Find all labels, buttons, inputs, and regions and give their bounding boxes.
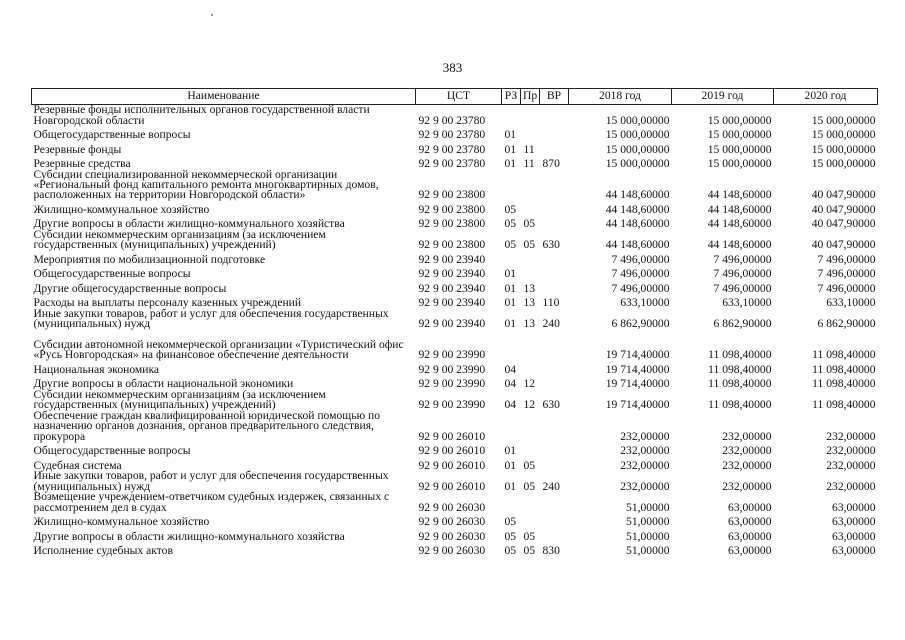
table-row [32, 527, 878, 542]
cell-vr [540, 527, 569, 542]
cell-name: Судебная система [33, 458, 122, 472]
cell-cst: 92 9 00 23800 [418, 238, 486, 252]
cell-cst: 92 9 00 26010 [418, 479, 486, 493]
cell-vr: 630 [542, 398, 560, 412]
cell-name: Общегосударственные вопросы [33, 128, 191, 142]
cell-2020: 7 496,00000 [817, 281, 876, 295]
cell-2020: 63,00000 [832, 515, 876, 529]
cell-2018: 15 000,00000 [605, 157, 670, 171]
cell-rz: 01 [504, 296, 517, 310]
cell-2018: 44 148,60000 [605, 217, 670, 231]
cell-name: Жилищно-коммунальное хозяйство [33, 515, 210, 529]
cell-rz: 04 [504, 398, 517, 412]
cell-rz: 04 [504, 377, 517, 391]
cell-pr: 12 [523, 398, 536, 412]
cell-name: Исполнение судебных актов [33, 544, 173, 558]
cell-2019: 63,00000 [728, 529, 772, 543]
cell-cst: 92 9 00 23940 [418, 296, 486, 310]
cell-2018: 19 714,40000 [605, 398, 670, 412]
cell-vr [540, 411, 569, 442]
cell-name: Общегосударственные вопросы [33, 267, 191, 281]
cell-rz [502, 330, 521, 361]
cell-cst: 92 9 00 23800 [418, 217, 486, 231]
table-row [32, 280, 878, 295]
cell-cst: 92 9 00 23990 [418, 398, 486, 412]
header-2018: 2018 год [569, 89, 672, 105]
cell-cst: 92 9 00 23940 [418, 317, 486, 331]
cell-2020: 633,10000 [826, 296, 876, 310]
cell-name: Иные закупки товаров, работ и услуг для обеспечения государственных (муниципальных) нужд [33, 306, 389, 331]
cell-2018: 232,00000 [620, 479, 670, 493]
cell-name: Субсидии некоммерческим организациям (за исключением государственных (муниципальных) учреждений) [33, 227, 326, 252]
cell-2020: 63,00000 [832, 544, 876, 558]
cell-2019: 11 098,40000 [708, 362, 772, 376]
cell-cst: 92 9 00 23780 [418, 142, 486, 156]
cell-2019: 63,00000 [728, 544, 772, 558]
cell-2018: 44 148,60000 [605, 238, 670, 252]
cell-2020: 63,00000 [832, 529, 876, 543]
cell-rz: 01 [504, 157, 517, 171]
cell-2018: 15 000,00000 [605, 128, 670, 142]
cell-2020: 7 496,00000 [817, 267, 876, 281]
budget-table [31, 88, 878, 556]
cell-2018: 232,00000 [620, 458, 670, 472]
cell-rz: 01 [504, 281, 517, 295]
cell-2020: 11 098,40000 [812, 348, 876, 362]
cell-pr: 05 [523, 458, 536, 472]
cell-pr [521, 330, 540, 361]
table-row [32, 105, 878, 127]
cell-cst: 92 9 00 26030 [418, 500, 486, 514]
cell-rz: 01 [504, 479, 517, 493]
table-row [32, 513, 878, 528]
cell-2020: 11 098,40000 [812, 362, 876, 376]
header-2019: 2019 год [672, 89, 774, 105]
cell-pr: 11 [523, 142, 535, 156]
cell-cst: 92 9 00 23780 [418, 128, 486, 142]
cell-2020: 7 496,00000 [817, 252, 876, 266]
cell-vr: 240 [542, 479, 560, 493]
cell-name: Субсидии специализированной некоммерческой организации «Региональный фонд капитального ремонта многоквартирных домов, расположенных на территории Новгородской области» [33, 167, 379, 202]
cell-rz: 01 [504, 267, 517, 281]
cell-name: Резервные фонды [33, 142, 122, 156]
cell-name: Жилищно-коммунальное хозяйство [33, 202, 210, 216]
cell-vr [540, 361, 569, 376]
cell-2020: 11 098,40000 [812, 398, 876, 412]
cell-2018: 19 714,40000 [605, 362, 670, 376]
cell-rz [502, 105, 521, 127]
cell-vr [540, 330, 569, 361]
cell-rz: 01 [504, 142, 517, 156]
cell-pr: 05 [523, 479, 536, 493]
cell-pr [521, 105, 540, 127]
table-row [32, 411, 878, 442]
cell-2018: 51,00000 [626, 515, 670, 529]
cell-name: Расходы на выплаты персоналу казенных учреждений [33, 296, 302, 310]
cell-2018: 51,00000 [626, 500, 670, 514]
table-row [32, 492, 878, 513]
cell-2018: 15 000,00000 [605, 142, 670, 156]
cell-cst: 92 9 00 23800 [418, 188, 486, 202]
cell-2018: 232,00000 [620, 429, 670, 443]
cell-name: Общегосударственные вопросы [33, 444, 191, 458]
cell-vr [540, 280, 569, 295]
cell-rz: 05 [504, 515, 517, 529]
cell-2019: 44 148,60000 [707, 238, 772, 252]
cell-cst: 92 9 00 23780 [418, 113, 486, 127]
cell-pr [521, 492, 540, 513]
scan-dot [211, 14, 213, 16]
cell-rz [502, 251, 521, 266]
table-row [32, 390, 878, 411]
cell-pr: 05 [523, 544, 536, 558]
cell-pr [521, 265, 540, 280]
cell-2018: 7 496,00000 [611, 267, 670, 281]
cell-vr: 240 [542, 317, 560, 331]
cell-vr [540, 126, 569, 141]
cell-2020: 6 862,90000 [817, 317, 876, 331]
cell-cst: 92 9 00 23940 [418, 281, 486, 295]
cell-2018: 7 496,00000 [611, 281, 670, 295]
cell-vr [540, 492, 569, 513]
table-row [32, 126, 878, 141]
table-row [32, 330, 878, 361]
cell-2019: 232,00000 [722, 479, 772, 493]
cell-name: Субсидии некоммерческим организациям (за исключением государственных (муниципальных) учреждений) [33, 387, 326, 412]
cell-name: Резервные фонды исполнительных органов государственной власти Новгородской области [33, 103, 370, 127]
cell-name: Другие вопросы в области жилищно-коммунального хозяйства [33, 529, 345, 543]
cell-cst: 92 9 00 26030 [418, 515, 486, 529]
table-row [32, 361, 878, 376]
header-2020: 2020 год [774, 89, 878, 105]
cell-name: Резервные средства [33, 157, 131, 171]
cell-2018: 19 714,40000 [605, 348, 670, 362]
header-name: Наименование [32, 89, 416, 105]
cell-vr [540, 215, 569, 230]
cell-vr [540, 251, 569, 266]
cell-2019: 15 000,00000 [707, 157, 772, 171]
cell-pr: 13 [523, 296, 536, 310]
cell-2019: 232,00000 [722, 444, 772, 458]
cell-2018: 7 496,00000 [611, 252, 670, 266]
table-row [32, 265, 878, 280]
cell-2020: 15 000,00000 [811, 157, 876, 171]
cell-2018: 51,00000 [626, 544, 670, 558]
table-row [32, 442, 878, 457]
cell-2018: 51,00000 [626, 529, 670, 543]
cell-cst: 92 9 00 23990 [418, 362, 486, 376]
header-rz: РЗ [502, 89, 521, 105]
cell-rz: 05 [504, 202, 517, 216]
cell-2019: 6 862,90000 [713, 317, 772, 331]
cell-2018: 44 148,60000 [605, 188, 670, 202]
cell-rz: 01 [504, 128, 517, 142]
cell-pr [521, 513, 540, 528]
cell-cst: 92 9 00 26010 [418, 458, 486, 472]
cell-name: Возмещение учреждением-ответчиком судебных издержек, связанных с рассмотрением дел в судах [33, 490, 390, 514]
cell-pr: 11 [523, 157, 535, 171]
header-pr: Пр [521, 89, 540, 105]
cell-name: Мероприятия по мобилизационной подготовке [33, 252, 266, 266]
cell-cst: 92 9 00 23780 [418, 157, 486, 171]
cell-name: Другие вопросы в области национальной экономики [33, 377, 294, 391]
cell-2019: 15 000,00000 [707, 128, 772, 142]
cell-2020: 40 047,90000 [811, 202, 876, 216]
cell-vr [540, 170, 569, 201]
cell-rz: 04 [504, 362, 517, 376]
cell-2019: 15 000,00000 [707, 113, 772, 127]
cell-pr: 12 [523, 377, 536, 391]
cell-2019: 44 148,60000 [707, 188, 772, 202]
cell-2020: 40 047,90000 [811, 217, 876, 231]
cell-name: Национальная экономика [33, 362, 160, 376]
cell-cst: 92 9 00 23990 [418, 377, 486, 391]
cell-2018: 633,10000 [620, 296, 670, 310]
cell-name: Иные закупки товаров, работ и услуг для обеспечения государственных (муниципальных) нужд [33, 469, 389, 493]
cell-vr: 110 [542, 296, 560, 310]
cell-2018: 6 862,90000 [611, 317, 670, 331]
cell-2019: 63,00000 [728, 500, 772, 514]
cell-rz: 01 [504, 458, 517, 472]
cell-2019: 11 098,40000 [708, 398, 772, 412]
cell-vr [540, 141, 569, 156]
cell-2020: 15 000,00000 [811, 128, 876, 142]
cell-2020: 40 047,90000 [811, 238, 876, 252]
cell-name: Субсидии автономной некоммерческой организации «Туристический офис «Русь Новгородская» на финансовое обеспечение деятельности [33, 337, 404, 362]
cell-pr [521, 411, 540, 442]
cell-2018: 232,00000 [620, 444, 670, 458]
cell-2018: 19 714,40000 [605, 377, 670, 391]
cell-rz: 05 [504, 238, 517, 252]
cell-vr [540, 201, 569, 216]
cell-vr: 870 [542, 157, 560, 171]
cell-vr: 830 [542, 544, 560, 558]
cell-2019: 633,10000 [722, 296, 772, 310]
cell-name: Другие общегосударственные вопросы [33, 281, 227, 295]
cell-2020: 63,00000 [832, 500, 876, 514]
cell-2018: 15 000,00000 [605, 113, 670, 127]
cell-vr [540, 265, 569, 280]
cell-cst: 92 9 00 26010 [418, 429, 486, 443]
cell-2019: 44 148,60000 [707, 202, 772, 216]
cell-rz: 05 [504, 529, 517, 543]
cell-rz: 05 [504, 544, 517, 558]
cell-name: Другие вопросы в области жилищно-коммунального хозяйства [33, 217, 345, 231]
cell-2019: 11 098,40000 [708, 377, 772, 391]
cell-vr [540, 375, 569, 390]
cell-pr [521, 201, 540, 216]
cell-2020: 40 047,90000 [811, 188, 876, 202]
page-number: 383 [442, 60, 463, 75]
table-row [32, 201, 878, 216]
cell-2020: 232,00000 [826, 429, 876, 443]
table-row [32, 230, 878, 251]
header-vr: ВР [540, 89, 569, 105]
cell-rz: 05 [504, 217, 517, 231]
cell-pr: 13 [523, 281, 536, 295]
cell-2020: 15 000,00000 [811, 113, 876, 127]
cell-2019: 44 148,60000 [707, 217, 772, 231]
cell-vr [540, 105, 569, 127]
table-body [32, 105, 878, 557]
cell-cst: 92 9 00 23940 [418, 267, 486, 281]
cell-vr [540, 442, 569, 457]
cell-pr: 13 [523, 317, 536, 331]
cell-rz: 01 [504, 317, 517, 331]
header-row [32, 89, 878, 105]
cell-pr [521, 251, 540, 266]
cell-2019: 7 496,00000 [713, 281, 772, 295]
cell-vr: 630 [542, 238, 560, 252]
cell-rz [502, 411, 521, 442]
cell-vr [540, 513, 569, 528]
cell-2019: 232,00000 [722, 429, 772, 443]
cell-2020: 11 098,40000 [812, 377, 876, 391]
cell-vr [540, 456, 569, 471]
cell-pr [521, 361, 540, 376]
cell-2019: 15 000,00000 [707, 142, 772, 156]
cell-2018: 44 148,60000 [605, 202, 670, 216]
cell-pr [521, 442, 540, 457]
cell-2019: 11 098,40000 [708, 348, 772, 362]
table-row [32, 170, 878, 201]
cell-cst: 92 9 00 23940 [418, 252, 486, 266]
table-row [32, 251, 878, 266]
cell-pr: 05 [523, 529, 536, 543]
cell-pr: 05 [523, 238, 536, 252]
cell-cst: 92 9 00 26030 [418, 544, 486, 558]
cell-pr [521, 126, 540, 141]
cell-cst: 92 9 00 26030 [418, 529, 486, 543]
cell-name: Обеспечение граждан квалифицированной юридической помощью по назначению органов дознания, органов предварительного следствия, прокурора [33, 408, 381, 443]
cell-cst: 92 9 00 23990 [418, 348, 486, 362]
table-row [32, 309, 878, 330]
cell-rz [502, 492, 521, 513]
header-cst: ЦСТ [416, 89, 502, 105]
cell-rz: 01 [504, 444, 517, 458]
cell-2020: 232,00000 [826, 479, 876, 493]
cell-2020: 232,00000 [826, 444, 876, 458]
cell-pr: 05 [523, 217, 536, 231]
cell-cst: 92 9 00 26010 [418, 444, 486, 458]
cell-2019: 7 496,00000 [713, 252, 772, 266]
cell-rz [502, 170, 521, 201]
cell-2020: 15 000,00000 [811, 142, 876, 156]
cell-cst: 92 9 00 23800 [418, 202, 486, 216]
cell-pr [521, 170, 540, 201]
cell-2019: 63,00000 [728, 515, 772, 529]
cell-2019: 232,00000 [722, 458, 772, 472]
cell-2020: 232,00000 [826, 458, 876, 472]
table-row [32, 542, 878, 557]
cell-2019: 7 496,00000 [713, 267, 772, 281]
table-row [32, 141, 878, 156]
table-row [32, 471, 878, 492]
